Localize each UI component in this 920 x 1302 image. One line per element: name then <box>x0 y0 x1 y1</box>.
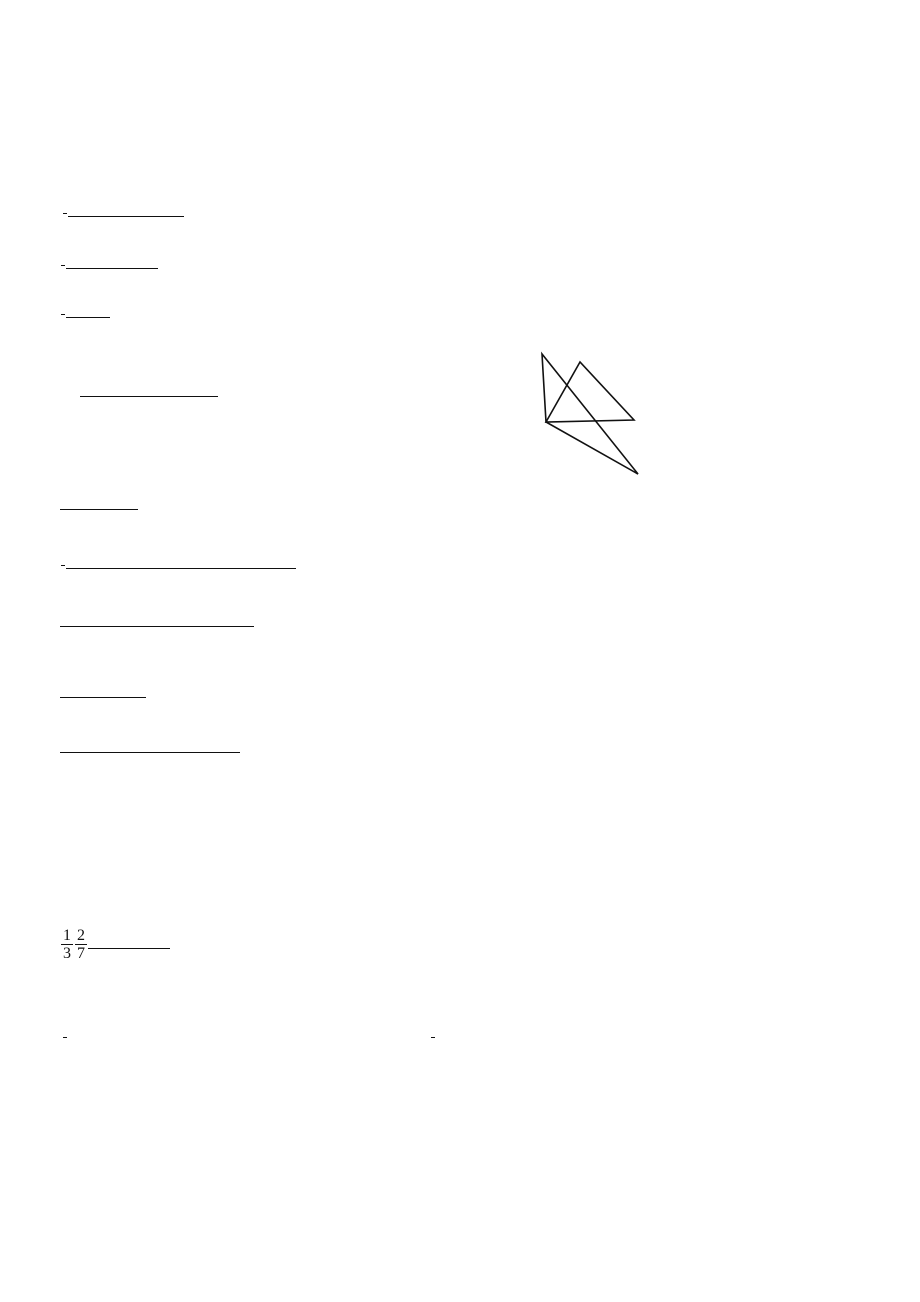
q21-1-fraction <box>63 1037 67 1038</box>
q15-answer-blank[interactable] <box>60 493 138 510</box>
q20-frac-left: $\frac{1}{3}$ <box>63 927 71 962</box>
q14-line2 <box>80 380 218 403</box>
q21-part1 <box>62 1024 68 1047</box>
q15 <box>60 493 138 516</box>
q17 <box>60 610 254 633</box>
q19-answer-blank[interactable] <box>60 736 240 753</box>
matchstick-figure <box>70 770 690 840</box>
q14-blank-tail <box>208 380 218 397</box>
q11-fraction <box>63 213 67 214</box>
q17-blank-1[interactable] <box>60 610 116 627</box>
q16-frac-num <box>61 565 65 566</box>
q11-answer-blank[interactable] <box>68 200 184 217</box>
q21-1-frac-num <box>63 1037 67 1038</box>
q16-blank-degree[interactable] <box>176 552 296 569</box>
q11 <box>62 200 184 223</box>
q18-answer-blank[interactable] <box>60 681 146 698</box>
q12-frac-num <box>61 265 65 266</box>
q18-line2 <box>60 681 146 704</box>
q16 <box>60 552 296 575</box>
q20-frac-right: $\frac{2}{7}$ <box>77 927 85 962</box>
q17-blank-2[interactable] <box>116 610 180 627</box>
q21-part2 <box>430 1024 436 1047</box>
triangle-diagram <box>520 340 670 480</box>
q12-fraction <box>61 265 65 266</box>
q13-fraction <box>61 314 65 315</box>
q17-blank-3[interactable] <box>180 610 254 627</box>
q16-blank-coefficient[interactable] <box>66 552 176 569</box>
q12-answer-blank[interactable] <box>66 252 158 269</box>
q19-line2 <box>60 736 240 760</box>
q12 <box>60 252 158 275</box>
q21-2-frac-num <box>431 1037 435 1038</box>
q20-line2 <box>60 927 170 962</box>
q11-frac-num <box>63 213 67 214</box>
q13-answer-blank[interactable] <box>66 301 110 318</box>
q14-answer-blank[interactable] <box>80 380 208 397</box>
q16-fraction <box>61 565 65 566</box>
q20-answer-blank[interactable] <box>88 932 170 949</box>
q13-frac-num <box>61 314 65 315</box>
q21-2-fraction <box>431 1037 435 1038</box>
q13 <box>60 298 110 324</box>
